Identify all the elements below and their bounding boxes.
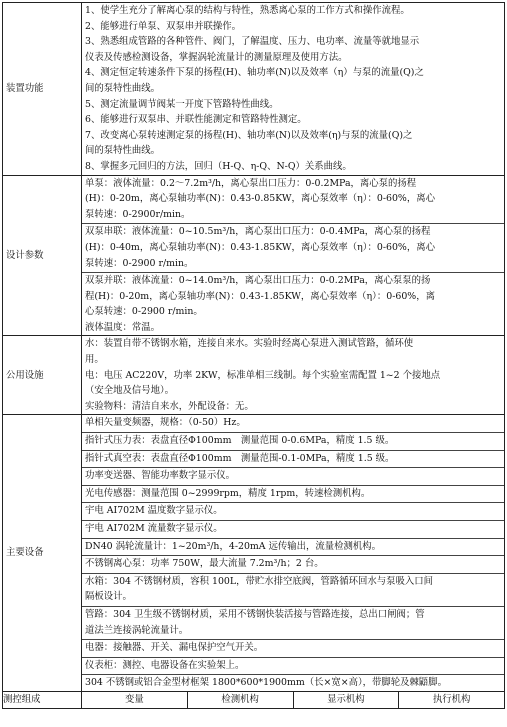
section-line: 功率变送器、智能功率数字显示仪。 bbox=[85, 470, 236, 482]
section-line: 泵转速：0-2900r/min。 bbox=[85, 208, 191, 220]
section-line: 5、测定流量调节阀某一开度下管路特性曲线。 bbox=[85, 98, 279, 110]
section-content-utilities bbox=[82, 336, 505, 415]
spec-table-body bbox=[3, 3, 505, 692]
section-label-utilities: 公用设施 bbox=[3, 336, 82, 415]
section-line: 指针式压力表：表盘直径Φ100mm 测量范围 0-0.6MPa，精度 1.5 级。 bbox=[85, 435, 395, 447]
section-line: 单相矢量变频器，规格：（0-50）Hz。 bbox=[85, 417, 246, 429]
section-label-design-parameters: 设计参数 bbox=[3, 175, 82, 336]
section-line: 2、能够进行单泵、双泵串并联操作。 bbox=[85, 20, 241, 32]
section-line: 1、使学生充分了解离心泵的结构与特性，熟悉离心泵的工作方式和操作流程。 bbox=[85, 5, 410, 16]
section-content-main-equipment bbox=[82, 415, 505, 692]
section-line: 电器：接触器、开关、漏电保护空气开关。 bbox=[85, 642, 264, 654]
section-line: 不锈钢离心泵：功率 750W，最大流量 7.2m³/h；2 台。 bbox=[85, 558, 324, 570]
section-line: 指针式真空表：表盘直径Φ100mm 测量范围-0.1-0MPa，精度 1.5 级。 bbox=[85, 452, 395, 464]
section-line: 液体温度：常温。 bbox=[85, 321, 161, 333]
section-line: 宇电 AI702M 流量数字显示仪。 bbox=[85, 523, 223, 534]
section-line: 泵转速：0-2900 r/min。 bbox=[85, 257, 194, 269]
section-line: 电：电压 AC220V，功率 2KW，标准单相三线制。每个实验室需配置 1~2 个接地点 bbox=[85, 369, 441, 381]
section-line: 心泵转速：0-2900 r/min。 bbox=[85, 306, 203, 318]
section-row-main-equipment bbox=[3, 415, 505, 692]
footer-col-detection: 检测机构 bbox=[187, 692, 293, 708]
section-line: 道法兰连接涡轮流量计。 bbox=[85, 624, 189, 636]
section-line: 双泵串联：液体流量：0~10.5m³/h，离心泵出口压力：0-0.4MPa，离心泵的扬程 bbox=[85, 226, 431, 238]
section-line: 管路：304 卫生级不锈钢材质，采用不锈钢快装活接与管路连接，总出口闸阀；管 bbox=[85, 608, 425, 620]
section-line: 双泵并联：液体流量：0~14.0m³/h，离心泵出口压力：0-0.2MPa，离心泵泵的扬 bbox=[85, 275, 431, 287]
spec-table bbox=[2, 2, 505, 709]
section-line: (H)：0-40m，离心泵轴功率(N)：0.43-1.85KW，离心泵效率（η）：0-60%，离心 bbox=[85, 241, 435, 253]
section-line: 304 不锈钢或铝合金型材框架 1800*600*1900mm（长×宽×高），带脚轮及棘鼯脚。 bbox=[85, 677, 448, 689]
section-line: 间的泵特性曲线。 bbox=[85, 145, 161, 157]
section-line: 间的泵特性曲线。 bbox=[85, 82, 161, 94]
section-label-device-functions: 装置功能 bbox=[3, 3, 82, 176]
section-line: 实验物料：清洁自来水，外配设备：无。 bbox=[85, 400, 254, 412]
section-line: 隔板设计。 bbox=[85, 591, 132, 603]
section-line: 光电传感器：测量范围 0~2999rpm，精度 1rpm，转速检测机构。 bbox=[85, 487, 371, 499]
section-line: 用。 bbox=[85, 354, 104, 366]
section-label-main-equipment: 主要设备 bbox=[3, 415, 82, 692]
section-line: 4、测定恒定转速条件下泵的扬程(H)、轴功率(N)以及效率（η）与泵的流量(Q)之 bbox=[85, 67, 424, 79]
section-line: 8、掌握多元回归的方法，回归（H-Q、η-Q、N-Q）关系曲线。 bbox=[85, 160, 352, 172]
footer-columns bbox=[82, 691, 505, 708]
footer-column-grid bbox=[82, 692, 504, 708]
section-line: 水：装置自带不锈钢水箱，连接自来水。实验时经离心泵进入测试管路，循环使 bbox=[85, 338, 414, 350]
footer-col-display: 显示机构 bbox=[293, 692, 399, 708]
section-content-device-functions bbox=[82, 3, 505, 176]
section-line: 3、熟悉组成管路的各种管件、阀门，了解温度、压力、电功率、流量等就地显示 bbox=[85, 36, 420, 48]
section-content-design-parameters bbox=[82, 175, 505, 336]
footer-col-execution: 执行机构 bbox=[398, 692, 504, 708]
section-line: 6、能够进行双泵串、并联性能测定和管路特性测定。 bbox=[85, 114, 307, 126]
section-line: 仪表柜：测控、电器设备在实验架上。 bbox=[85, 659, 245, 671]
footer-label: 测控组成 bbox=[3, 691, 82, 708]
section-line: 7、改变离心泵转速测定泵的扬程(H)、轴功率(N)以及效率(η)与泵的流量(Q)之 bbox=[85, 129, 413, 141]
section-row-utilities bbox=[3, 336, 505, 415]
section-line: 宇电 AI702M 温度数字显示仪。 bbox=[85, 505, 223, 517]
section-line: DN40 涡轮流量计：1~20m³/h，4-20mA 远传输出，流量检测机构。 bbox=[85, 540, 382, 552]
section-line: 仪表及传感检测设备，掌握涡轮流量计的测量原理及使用方法。 bbox=[85, 51, 348, 63]
section-line: 水箱：304 不锈钢材质，容积 100L，带贮水排空底阀，管路循环回水与泵吸入口间 bbox=[85, 575, 433, 587]
section-row-device-functions bbox=[3, 3, 505, 176]
measurement-control-row bbox=[3, 691, 505, 708]
footer-col-variable: 变量 bbox=[124, 693, 144, 705]
section-line: 程(H)：0-20m，离心泵轴功率(N)：0.43-1.85KW，离心泵效率（η）：0-60%，离 bbox=[85, 290, 435, 302]
section-line: 单泵：液体流量：0.2～7.2m³/h，离心泵出口压力：0-0.2MPa，离心泵的扬程 bbox=[85, 177, 417, 189]
section-row-design-parameters bbox=[3, 175, 505, 336]
section-line: （安全地及信号地）。 bbox=[85, 385, 175, 397]
spec-table-footer bbox=[3, 691, 505, 708]
section-line: (H)：0-20m，离心泵轴功率(N)：0.43-0.85KW，离心泵效率（η）：0-60%，离心 bbox=[85, 193, 435, 205]
